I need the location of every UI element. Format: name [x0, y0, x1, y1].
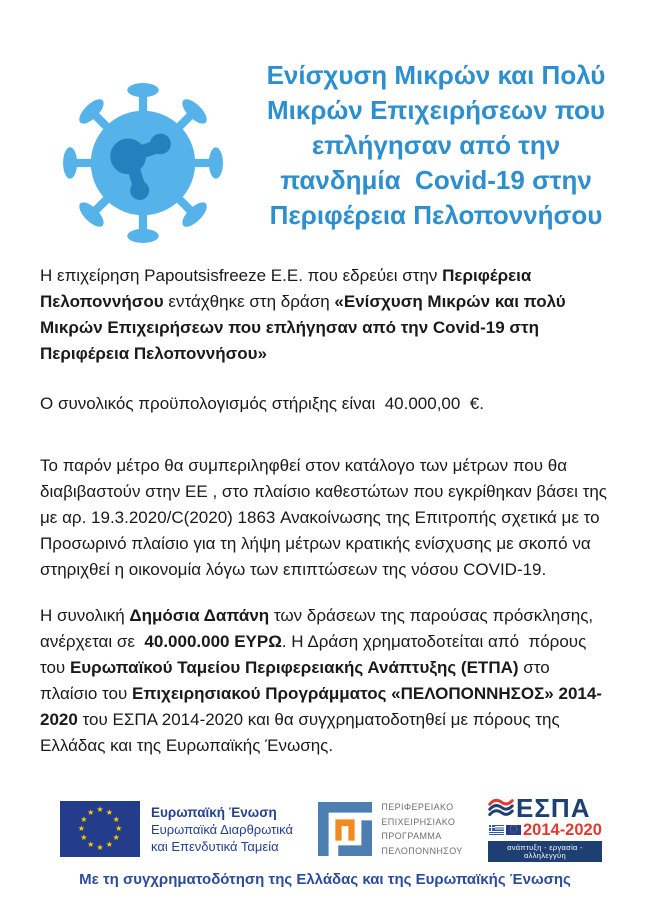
eu-flag-star: ★	[87, 807, 95, 817]
greek-flag-icon	[489, 825, 504, 835]
eu-flag-star: ★	[509, 830, 512, 832]
eu-flag-icon	[60, 801, 140, 857]
title-line: πανδημία Covid-19 στην	[280, 165, 592, 195]
title-line: Μικρών Επιχειρήσεων που	[266, 95, 606, 125]
peloponnese-program-logo	[318, 800, 462, 858]
eu-logo-line: Ευρωπαϊκά Διαρθρωτικά	[151, 821, 294, 837]
espa-logo-top	[488, 792, 602, 823]
eu-flag-star: ★	[509, 829, 511, 831]
pep-logo-line: ΠΡΟΓΡΑΜΜΑ	[381, 831, 442, 841]
eu-flag-star: ★	[514, 826, 516, 828]
eu-flag-star: ★	[514, 831, 516, 833]
eu-flag-star: ★	[511, 826, 513, 828]
footer-logos	[60, 792, 602, 866]
page-title	[240, 56, 632, 250]
eu-flag-star: ★	[515, 830, 517, 832]
pi-logo-icon	[318, 800, 372, 858]
eu-flag-star: ★	[105, 840, 113, 850]
paragraph-budget: Ο συνολικός προϋπολογισμός στήριξης είναι 40.000,00 €.	[40, 394, 484, 413]
eu-mini-flag-icon	[506, 825, 521, 835]
eu-flag-star: ★	[80, 833, 88, 843]
eu-flag-star: ★	[105, 807, 113, 817]
paragraph-intro: Η επιχείρηση Papoutsisfreeze Ε.Ε. που εδρεύει στην Περιφέρεια Πελοποννήσου εντάχθηκε στη δράση «Ενίσχυση Μικρών και πολύ Μικρών Επιχειρήσεων που επλήγησαν από την Covid-19 στη Περιφέρεια Πελοποννήσου»	[40, 266, 571, 363]
espa-years: 2014-2020	[522, 820, 602, 839]
title-line: επλήγησαν από την	[311, 130, 561, 160]
eu-flag-star: ★	[96, 842, 104, 852]
espa-logo-middle	[488, 822, 602, 838]
eu-flag-star: ★	[512, 825, 515, 827]
body-text	[40, 263, 610, 759]
title-line: Περιφέρεια Πελοποννήσου	[269, 200, 603, 230]
eu-logo-line: και Επενδυτικά Ταμεία	[151, 838, 279, 854]
eu-flag-star: ★	[96, 805, 104, 815]
eu-flag-star: ★	[112, 814, 120, 824]
pep-logo-line: ΠΕΡΙΦΕΡΕΙΑΚΟ	[381, 802, 454, 812]
coronavirus-icon	[52, 76, 234, 250]
eu-flag-star: ★	[511, 831, 513, 833]
pep-logo-text	[381, 800, 462, 858]
eu-logo	[60, 801, 293, 857]
eu-flag-star: ★	[87, 840, 95, 850]
espa-logo-name: ΕΣΠΑ	[515, 792, 591, 823]
espa-tagline: ανάπτυξη - εργασία - αλληλεγγύη	[488, 841, 602, 863]
eu-flag-star: ★	[112, 833, 120, 843]
eu-flag-star: ★	[516, 829, 518, 831]
eu-flag-star: ★	[115, 824, 123, 833]
paragraph-public-expenditure: Η συνολική Δημόσια Δαπάνη των δράσεων της παρούσας πρόσκλησης, ανέρχεται σε 40.000.000 ΕΥΡΩ. Η Δράση χρηματοδοτείται από πόρους του Ευρωπαϊκού Ταμείου Περιφερειακής Ανάπτυξης (ΕΤΠΑ) στο πλαίσιο του Επιχειρησιακού Προγράμματος «ΠΕΛΟΠΟΝΝΗΣΟΣ» 2014-2020 του ΕΣΠΑ 2014-2020 και θα συγχρηματοδοτηθεί με πόρους της Ελλάδας και της Ευρωπαϊκής Ένωσης.	[40, 606, 602, 755]
espa-waves-icon	[488, 797, 514, 820]
pep-logo-line: ΕΠΙΧΕΙΡΗΣΙΑΚΟ	[381, 816, 456, 827]
eu-logo-text	[151, 804, 293, 855]
eu-flag-star: ★	[512, 832, 515, 834]
pep-logo-line: ΠΕΛΟΠΟΝΝΗΣΟΥ	[381, 845, 463, 856]
funding-note: Με τη συγχρηματοδότηση της Ελλάδας και της Ευρωπαϊκής Ένωσης	[79, 871, 571, 888]
title-line: Ενίσχυση Μικρών και Πολύ	[266, 60, 606, 90]
eu-flag-star: ★	[515, 827, 517, 829]
paragraph-eu-measure: Το παρόν μέτρο θα συμπεριληφθεί στον κατάλογο των μέτρων που θα διαβιβαστούν στην ΕΕ , στο πλαίσιο καθεστώτων που εγκρίθηκαν βάσει της με αρ. 19.3.2020/C(2020) 1863 Ανακοίνωσης της Επιτροπής σχετικά με το Προσωρινό πλαίσιο για τη λήψη μέτρων κρατικής ενίσχυσης με σκοπό να στηριχθεί η οικονομία λόγω των επιπτώσεων της νόσου COVID-19.	[40, 456, 612, 579]
espa-logo	[488, 792, 602, 863]
header	[52, 56, 632, 250]
eu-logo-title: Ευρωπαϊκή Ένωση	[151, 804, 277, 820]
eu-flag-star: ★	[509, 827, 512, 829]
eu-flag-star: ★	[80, 814, 88, 824]
eu-flag-star: ★	[77, 824, 85, 833]
